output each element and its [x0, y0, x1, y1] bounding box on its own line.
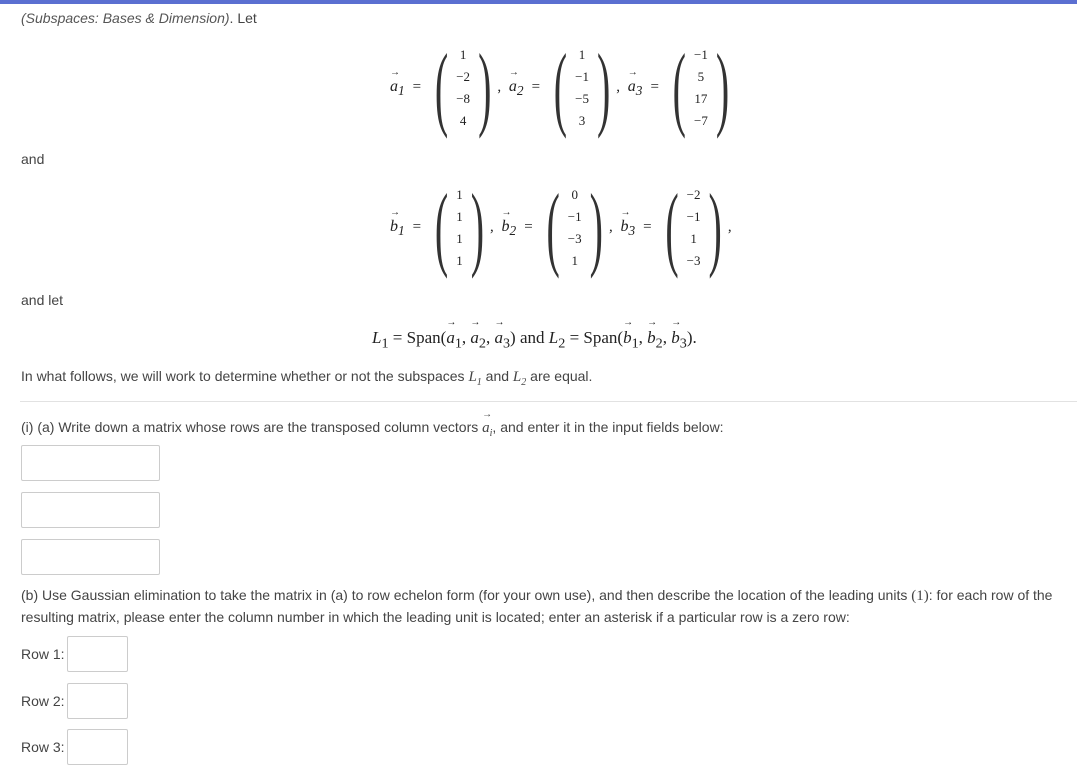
b2-entry: 0 — [571, 187, 578, 202]
follow-L2-sub: 2 — [521, 376, 527, 388]
a2-symbol: → a — [509, 78, 517, 96]
span-a2-sub: 2 — [478, 335, 486, 352]
top-accent-bar — [0, 0, 1077, 4]
b1-entry: 1 — [456, 187, 463, 202]
L2-sub: 2 — [558, 335, 566, 352]
L1-symbol: L — [372, 328, 382, 347]
row-3-label: Row 3: — [21, 739, 65, 755]
a1-entry: −2 — [456, 69, 471, 84]
row-3-input[interactable] — [67, 729, 128, 765]
a2-entry: −1 — [575, 69, 589, 84]
matrix-row-2-input[interactable] — [21, 492, 160, 528]
b3-entry: −2 — [686, 187, 701, 202]
b3-entry: 1 — [690, 231, 697, 246]
b3-entry: −1 — [686, 209, 701, 224]
b2-entry: −3 — [567, 231, 582, 246]
follow-L1: L — [468, 369, 477, 385]
L2-symbol: L — [548, 328, 559, 347]
b1-entry: 1 — [456, 209, 463, 224]
b2-sub: 2 — [509, 223, 517, 239]
span-definition: $L_1$ = Span(→ $a_1$, → $a_2$, → $a_3$) and $L_2$ = Span(→ $b_1$, → $b_2$, → $b_3$). — [372, 328, 697, 352]
follow-L2: L — [512, 369, 522, 385]
follow-text — [21, 368, 592, 388]
b1-symbol: → b — [390, 218, 398, 236]
part-b-unit: (1) — [911, 588, 929, 604]
span-b1-sub: 1 — [631, 335, 639, 352]
part-a-text-post: , and enter it in the input fields below: — [492, 419, 724, 435]
L1-sub: 1 — [381, 335, 389, 352]
topic-label: (Subspaces: Bases & Dimension) — [21, 10, 230, 26]
vector-a1: ( 1 −2 −8 4 ) — [434, 33, 492, 140]
b2-symbol: → b — [502, 218, 510, 236]
b3-entry: −3 — [686, 253, 701, 268]
part-a-text-pre: (i) (a) Write down a matrix whose rows are the transposed column vectors — [21, 419, 483, 435]
vector-a2: ( 1 −1 −5 3 ) — [553, 33, 611, 140]
span-and-word: and — [519, 328, 545, 347]
a1-entry: 1 — [459, 47, 467, 62]
span-b2-sub: 2 — [655, 335, 663, 352]
and-let-label: and let — [21, 292, 64, 308]
part-b-text-pre: (b) Use Gaussian elimination to take the matrix in (a) to row echelon form (for your own use), and then describe the location of the leading units — [21, 587, 912, 603]
a3-symbol: → a — [628, 78, 636, 96]
a2-entry: 1 — [578, 47, 586, 62]
a1-sub: 1 — [398, 83, 405, 99]
a3-entry: 17 — [694, 91, 708, 106]
part-b-line-2: resulting matrix, please enter the column number in which the leading unit is located; enter an asterisk if a particular row is a zero row: — [21, 609, 850, 625]
follow-text-post: are equal. — [526, 368, 593, 384]
a1-entry: −8 — [456, 91, 471, 106]
a3-entry: 5 — [697, 69, 705, 84]
vector-a3: ( −1 5 17 −7 ) — [672, 33, 730, 140]
b2-entry: −1 — [567, 209, 582, 224]
part-a-prompt: (i) (a) Write down a matrix whose rows are the transposed column vectors → $a_i$, and enter it in the input fields below: — [21, 419, 724, 439]
vector-b3: ( −2 −1 1 −3 ) — [665, 173, 722, 280]
a1-entry: 4 — [459, 113, 467, 128]
b1-entry: 1 — [456, 231, 463, 246]
part-b-line-1 — [21, 587, 1052, 605]
a3-entry: −1 — [694, 47, 708, 62]
follow-L1-sub: 1 — [476, 376, 482, 388]
a-vectors-row: → $a_1$ = ( 1 −2 −8 4 ) , → $a_2$ = ( 1 −1 −5 3 ) , → $a_3$ = ( −1 5 17 −7 ) — [388, 44, 733, 132]
vector-b1: ( 1 1 1 1 ) — [434, 173, 485, 280]
span-word-1: Span — [406, 328, 441, 347]
b2-entry: 1 — [571, 253, 578, 268]
row-1-label: Row 1: — [21, 646, 65, 662]
intro-line — [21, 10, 257, 26]
span-a1-sub: 1 — [454, 335, 462, 352]
row-2-label: Row 2: — [21, 693, 65, 709]
matrix-row-3-input[interactable] — [21, 539, 160, 575]
follow-text-mid: and — [481, 368, 513, 384]
vector-b2: ( 0 −1 −3 1 ) — [546, 173, 603, 280]
a2-entry: 3 — [578, 113, 586, 128]
part-b-text-post: : for each row of the — [928, 587, 1053, 603]
b-vectors-row: → $b_1$ = ( 1 1 1 1 ) , → $b_2$ = ( 0 −1 −3 1 ) , → $b_3$ = ( −2 −1 1 −3 ) , — [388, 184, 734, 272]
follow-text-pre: In what follows, we will work to determine whether or not the subspaces — [21, 368, 469, 384]
span-word-2: Span — [583, 328, 618, 347]
a2-entry: −5 — [575, 91, 589, 106]
row-2-input[interactable] — [67, 683, 128, 719]
intro-suffix: . Let — [229, 10, 257, 26]
matrix-row-1-input[interactable] — [21, 445, 160, 481]
span-b3-sub: 3 — [679, 335, 687, 352]
a3-sub: 3 — [635, 83, 643, 99]
b1-sub: 1 — [398, 223, 405, 239]
a3-entry: −7 — [694, 113, 708, 128]
b3-sub: 3 — [628, 223, 636, 239]
b1-entry: 1 — [456, 253, 463, 268]
row-1-input[interactable] — [67, 636, 128, 672]
span-a3-sub: 3 — [502, 335, 511, 352]
b3-symbol: → b — [620, 218, 628, 236]
section-divider — [20, 401, 1077, 402]
a2-sub: 2 — [516, 83, 524, 99]
a1-symbol: → a — [390, 78, 398, 96]
and-label: and — [21, 151, 45, 167]
